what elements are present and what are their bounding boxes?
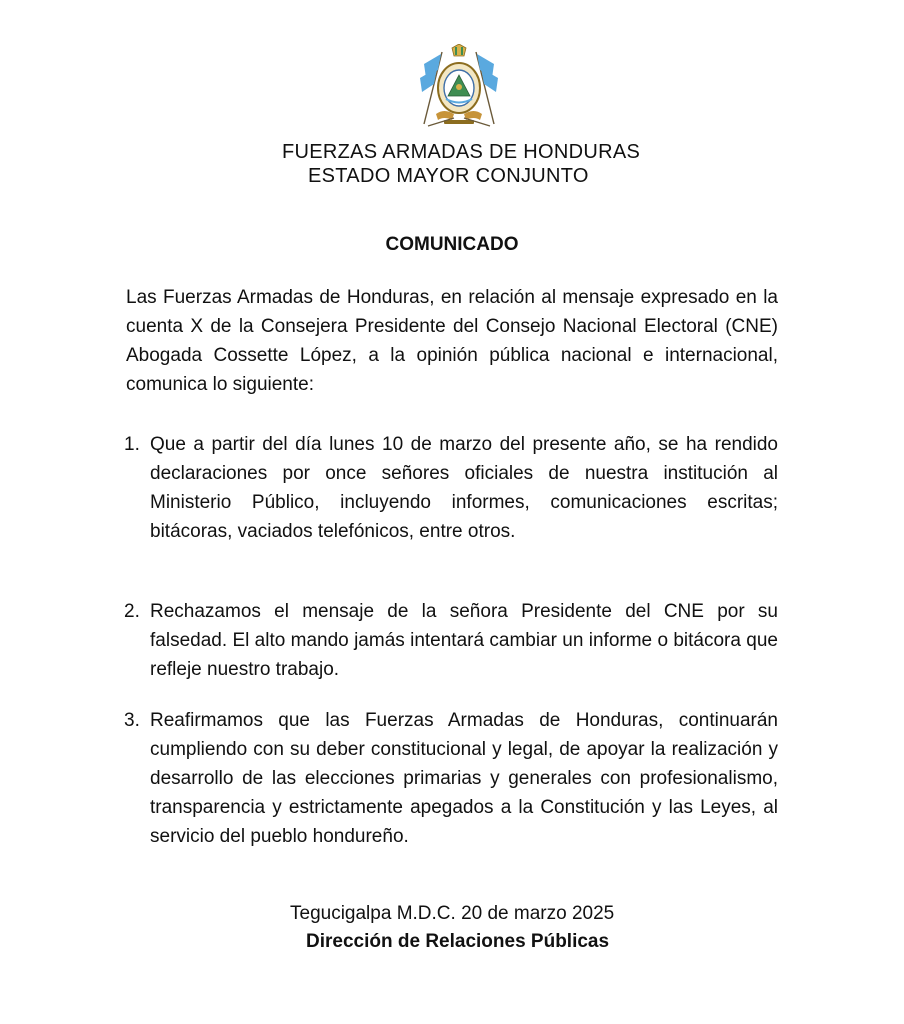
division-heading: ESTADO MAYOR CONJUNTO — [308, 165, 589, 187]
list-item-number: 1. — [124, 434, 140, 455]
list-item-number: 3. — [124, 710, 140, 731]
crest-icon — [452, 44, 466, 56]
coat-of-arms-emblem — [414, 44, 504, 130]
intro-paragraph: Las Fuerzas Armadas de Honduras, en relación al mensaje expresado en la cuenta X de la Consejera Presidente del Consejo Nacional Electoral (CNE) Abogada Cossette López, a la opinión pública nacional e internacional, comunica lo siguiente: — [126, 287, 778, 395]
list-item — [124, 706, 778, 851]
list-item-text: Que a partir del día lunes 10 de marzo del presente año, se ha rendido declaraciones por once señores oficiales de nuestra institución al Ministerio Público, incluyendo informes, comunicaciones escritas; bitácoras, vaciados telefónicos, entre otros. — [150, 434, 778, 542]
place-date-line: Tegucigalpa M.D.C. 20 de marzo 2025 — [290, 903, 615, 924]
list-item — [124, 430, 778, 546]
list-item-number: 2. — [124, 601, 140, 622]
seal-icon — [438, 63, 480, 113]
communique-title: COMUNICADO — [385, 234, 519, 255]
list-item-text: Reafirmamos que las Fuerzas Armadas de Honduras, continuarán cumpliendo con su deber constitucional y legal, de apoyar la realización y desarrollo de las elecciones primarias y generales con profesionalismo, transparencia y estrictamente apegados a la Constitución y las Leyes, al servicio del pueblo hondureño. — [150, 710, 778, 847]
signing-office: Dirección de Relaciones Públicas — [306, 931, 610, 952]
list-item — [124, 597, 778, 684]
institution-heading: FUERZAS ARMADAS DE HONDURAS — [282, 141, 641, 163]
list-item-text: Rechazamos el mensaje de la señora Presidente del CNE por su falsedad. El alto mando jamás intentará cambiar un informe o bitácora que refleje nuestro trabajo. — [150, 601, 778, 680]
